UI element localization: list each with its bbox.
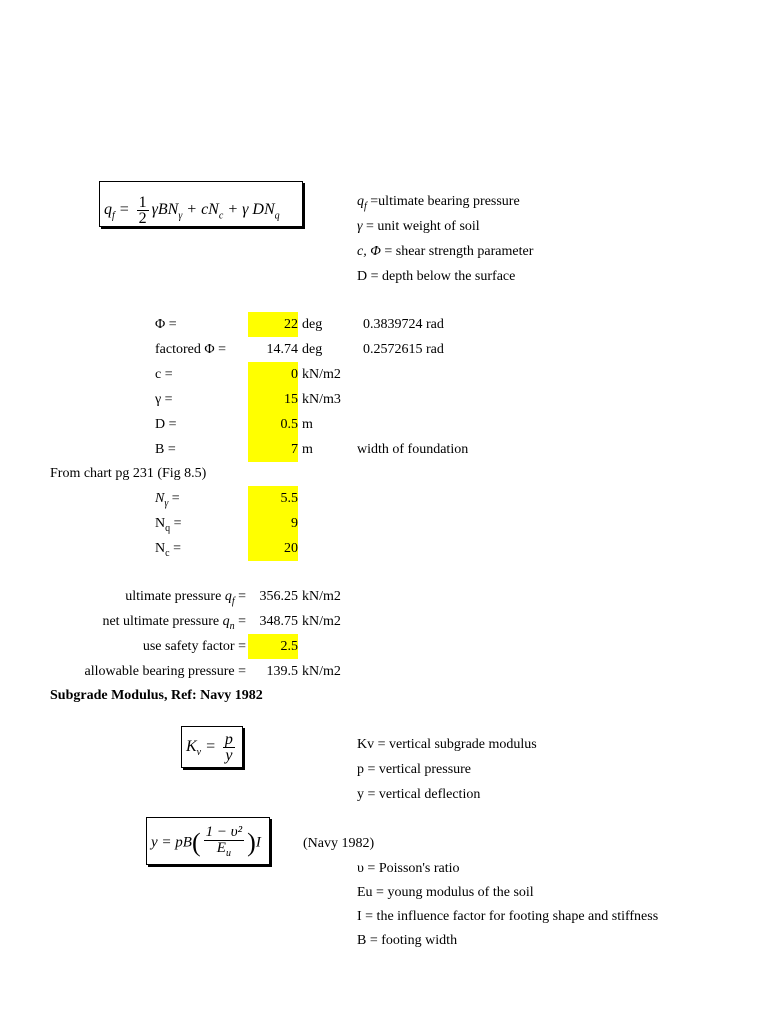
navy-reference: (Navy 1982) <box>303 836 375 851</box>
input-unit: deg <box>302 317 323 332</box>
definition-line: Eu = young modulus of the soil <box>357 885 534 900</box>
input-label: factored Φ = <box>155 342 226 357</box>
result-sub: f <box>231 595 235 607</box>
definition-text: = shear strength parameter <box>380 244 534 259</box>
input-unit: deg <box>302 342 323 357</box>
subgrade-modulus-formula: $K_v$ = $\frac{p}{y}$ <box>181 726 243 768</box>
formula-qf-expression: $q_f$ = $\frac{1}{2}$ $\gamma BN_\gamma + cN_c + \gamma$ $DN_q$ <box>104 194 280 227</box>
factor-sub: γ <box>164 497 169 509</box>
input-value: 22 <box>248 312 298 337</box>
input-extra: width of foundation <box>357 442 469 457</box>
result-unit: kN/m2 <box>302 614 341 629</box>
factor-label <box>155 490 180 512</box>
factor-value: 9 <box>248 511 298 536</box>
input-unit: m <box>302 417 313 432</box>
input-label: B = <box>155 442 176 457</box>
factor-symbol: N <box>155 541 166 556</box>
factor-eq: = <box>168 491 180 506</box>
definition-line: p = vertical pressure <box>357 762 472 777</box>
input-value: 0.5 <box>248 412 298 437</box>
result-label <box>20 588 246 610</box>
input-label: Φ = <box>155 317 177 332</box>
result-unit: kN/m2 <box>302 664 341 679</box>
input-value: 14.74 <box>266 342 298 357</box>
definition-symbol: q <box>357 194 364 209</box>
input-label: γ = <box>155 392 173 407</box>
result-value: 139.5 <box>266 664 298 679</box>
result-label <box>20 613 246 635</box>
factor-sub: q <box>165 522 171 534</box>
result-text: allowable bearing pressure = <box>84 664 246 679</box>
result-value: 2.5 <box>248 634 298 659</box>
definition-symbol: c, Φ <box>357 244 381 259</box>
result-text: net ultimate pressure <box>102 614 223 629</box>
result-eq: = <box>234 589 246 604</box>
bearing-capacity-formula <box>99 181 303 227</box>
input-extra: 0.3839724 rad <box>363 317 444 332</box>
input-value: 15 <box>248 387 298 412</box>
factor-eq: = <box>169 541 181 556</box>
factor-symbol: N <box>155 516 166 531</box>
input-value: 0 <box>248 362 298 387</box>
result-unit: kN/m2 <box>302 589 341 604</box>
input-label: c = <box>155 367 173 382</box>
definition-line <box>357 218 480 235</box>
input-unit: m <box>302 442 313 457</box>
definition-symbol-sub: f <box>364 200 367 212</box>
definition-line <box>357 243 533 260</box>
factor-symbol: N <box>155 491 165 506</box>
input-unit: kN/m2 <box>302 367 341 382</box>
factor-value: 5.5 <box>248 486 298 511</box>
definition-line: υ = Poisson's ratio <box>357 861 460 876</box>
factor-sub: c <box>165 547 170 559</box>
result-symbol: q <box>224 589 232 604</box>
definition-line: B = footing width <box>357 933 458 948</box>
factor-value: 20 <box>248 536 298 561</box>
result-eq: = <box>234 614 246 629</box>
definition-text: =ultimate bearing pressure <box>366 194 520 209</box>
input-value: 7 <box>248 437 298 462</box>
definition-text: D = depth below the surface <box>357 269 516 284</box>
deflection-formula: y = pB( $\frac{\text{1 − υ²}}{E_u}$ )I <box>146 817 270 865</box>
definition-line <box>357 193 520 215</box>
result-value: 356.25 <box>259 589 298 604</box>
definition-line: I = the influence factor for footing shape and stiffness <box>357 909 659 924</box>
result-text: ultimate pressure <box>125 589 225 604</box>
result-label <box>20 663 246 680</box>
result-label <box>20 638 246 655</box>
factor-label <box>155 515 182 537</box>
result-sub: n <box>229 620 235 632</box>
input-label: D = <box>155 417 177 432</box>
definition-text: = unit weight of soil <box>362 219 480 234</box>
result-text: use safety factor = <box>142 639 246 654</box>
definition-line <box>357 268 515 285</box>
factor-label <box>155 540 181 562</box>
subgrade-heading: Subgrade Modulus, Ref: Navy 1982 <box>50 688 263 703</box>
factor-eq: = <box>170 516 182 531</box>
definition-line: y = vertical deflection <box>357 787 481 802</box>
input-unit: kN/m3 <box>302 392 341 407</box>
result-value: 348.75 <box>259 614 298 629</box>
definition-line: Kv = vertical subgrade modulus <box>357 737 537 752</box>
definition-symbol: γ <box>357 219 363 234</box>
result-symbol: q <box>222 614 230 629</box>
input-extra: 0.2572615 rad <box>363 342 444 357</box>
chart-reference: From chart pg 231 (Fig 8.5) <box>50 466 207 481</box>
